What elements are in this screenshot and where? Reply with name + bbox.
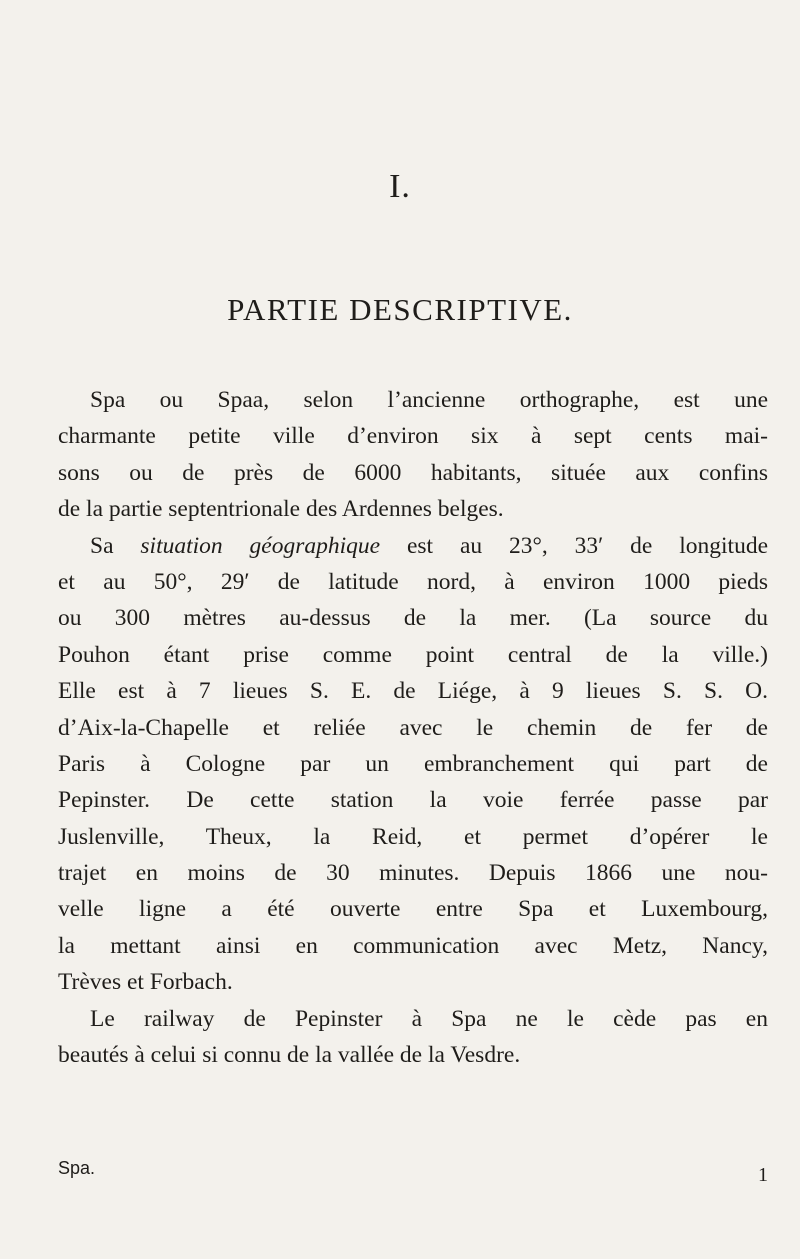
paragraph-2-line-1 (58, 528, 768, 564)
section-title: PARTIE DESCRIPTIVE. (227, 292, 573, 327)
paragraph-1-line-2: charmante petite ville d’environ six à sept cents mai- (58, 423, 768, 450)
paragraph-2-line-8: Pepinster. De cette station la voie ferrée passe par (58, 787, 768, 814)
paragraph-3-line-1: Le railway de Pepinster à Spa ne le cède pas en (90, 1005, 768, 1032)
paragraph-2-line-12: la mettant ainsi en communication avec Metz, Nancy, (58, 932, 768, 959)
paragraph-2-line-5: Elle est à 7 lieues S. E. de Liége, à 9 lieues S. S. O. (58, 678, 768, 705)
page-footer (58, 1158, 768, 1188)
paragraph-1-line-1: Spa ou Spaa, selon l’ancienne orthographe, est une (90, 387, 768, 413)
page-number: 1 (758, 1164, 768, 1186)
paragraph-2-line-13: Trèves et Forbach. (58, 969, 233, 996)
body-text (58, 382, 768, 1073)
paragraph-2-line-11: velle ligne a été ouverte entre Spa et Luxembourg, (58, 896, 768, 923)
paragraph-2-line-4: Pouhon étant prise comme point central de la ville.) (58, 641, 768, 668)
paragraph-2-line-3: ou 300 mètres au-dessus de la mer. (La source du (58, 605, 768, 632)
paragraph-2-line-10: trajet en moins de 30 minutes. Depuis 1866 une nou- (58, 860, 768, 887)
chapter-number: I. (389, 168, 411, 205)
paragraph-2-line-6: d’Aix-la-Chapelle et reliée avec le chemin de fer de (58, 714, 768, 741)
paragraph-2-line-7: Paris à Cologne par un embranchement qui part de (58, 750, 768, 777)
paragraph-2-line-2: et au 50°, 29′ de latitude nord, à environ 1000 pieds (58, 568, 768, 595)
paragraph-1-line-3: sons ou de près de 6000 habitants, située aux confins (58, 459, 768, 486)
paragraph-2-suffix: est au 23°, 33′ de longitude (380, 532, 769, 559)
paragraph-1-line-4: de la partie septentrionale des Ardennes belges. (58, 496, 504, 523)
paragraph-3-line-2: beautés à celui si connu de la vallée de la Vesdre. (58, 1042, 521, 1069)
paragraph-2-line-9: Juslenville, Theux, la Reid, et permet d’opérer le (58, 823, 768, 850)
paragraph-2-prefix: Sa (90, 532, 141, 559)
paragraph-2-italic-phrase: situation géographique (140, 532, 381, 559)
signature-mark: Spa. (58, 1158, 96, 1178)
